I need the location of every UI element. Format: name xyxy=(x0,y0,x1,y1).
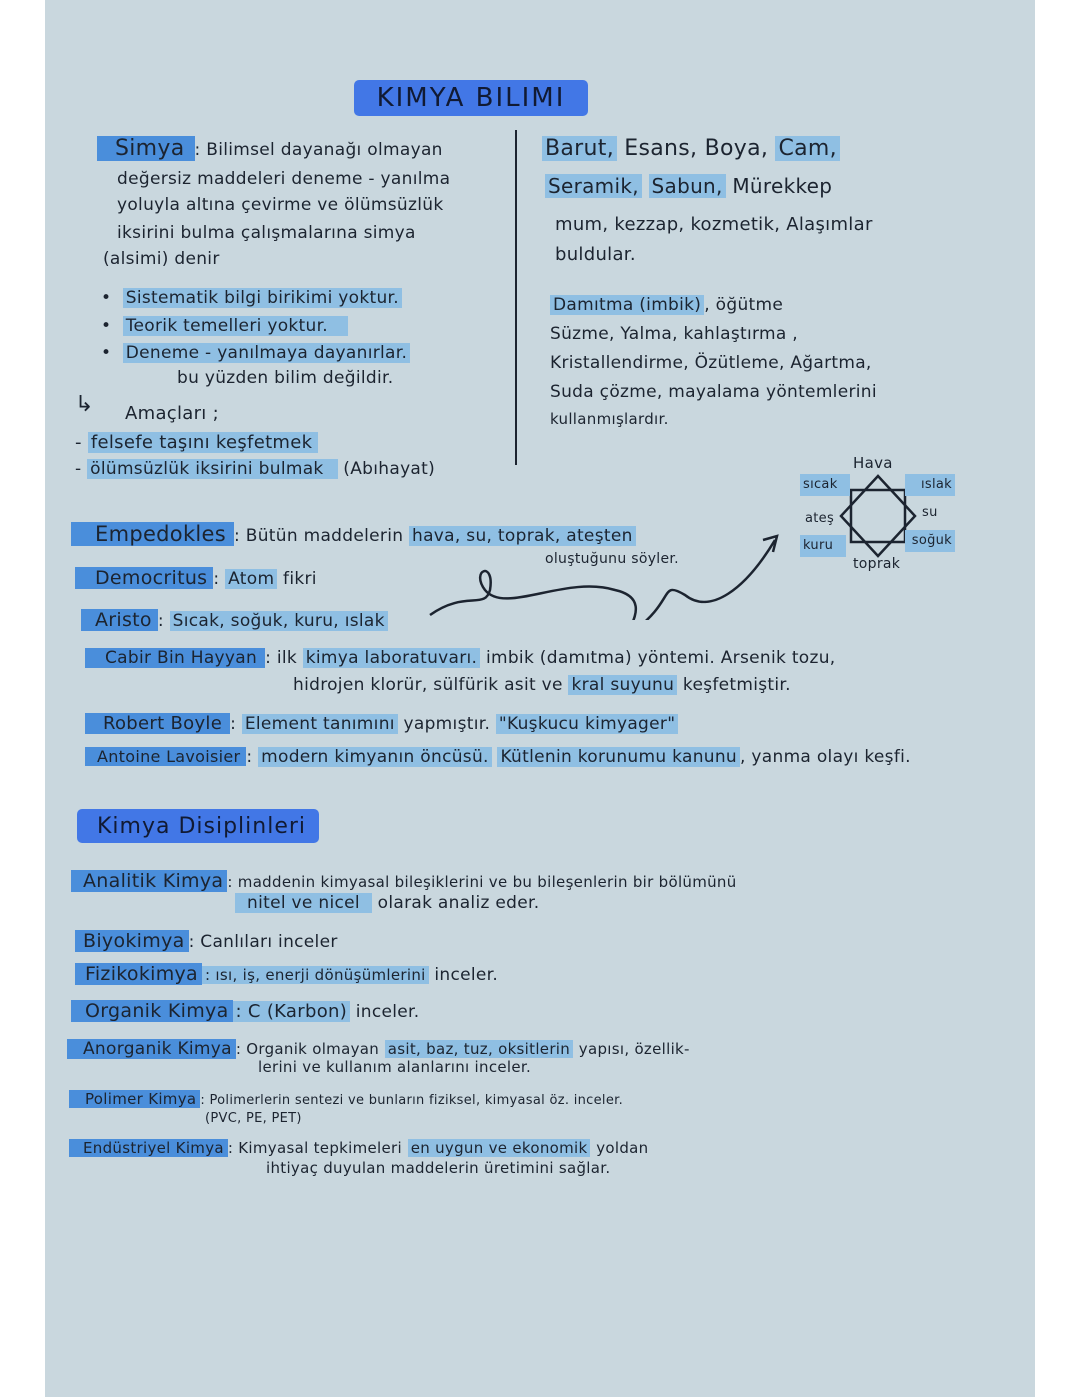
note-page xyxy=(45,0,1035,1397)
simya-line-3: yoluyla altına çevirme ve ölümsüzlük xyxy=(117,195,444,215)
organik-row: Organik Kimya : C (Karbon) inceler. xyxy=(71,1000,419,1023)
anorganik-row-1: Anorganik Kimya : Organik olmayan asit, baz, tuz, oksitlerin yapısı, özellik- xyxy=(67,1038,690,1060)
diagram-sicak: sıcak xyxy=(800,474,850,496)
endustriyel-row-2: ihtiyaç duyulan maddelerin üretimini sağlar. xyxy=(266,1159,611,1177)
democritus-row: Democritus : Atom fikri xyxy=(75,567,317,590)
curved-arrow-icon: ↳ xyxy=(75,392,94,417)
page-title-text: KIMYA BILIMI xyxy=(376,83,566,113)
polimer-row-2: (PVC, PE, PET) xyxy=(205,1111,302,1126)
aristo-row: Aristo : Sıcak, soğuk, kuru, ıslak xyxy=(81,609,388,632)
methods-line-3: Kristallendirme, Özütleme, Ağartma, xyxy=(550,353,872,373)
polimer-row-1: Polimer Kimya : Polimerlerin sentezi ve bunların fiziksel, kimyasal öz. inceler. xyxy=(69,1088,623,1112)
disiplinler-title-text: Kimya Disiplinleri xyxy=(97,813,307,839)
products-line-1: Barut, Esans, Boya, Cam, xyxy=(542,136,840,162)
cabir-row-1: Cabir Bin Hayyan : ilk kimya laboratuvarı. imbik (damıtma) yöntemi. Arsenik tozu, xyxy=(85,647,836,669)
boyle-row: Robert Boyle : Element tanımını yapmıştır. "Kuşkucu kimyager" xyxy=(85,713,678,735)
anorganik-row-2: lerini ve kullanım alanlarını inceler. xyxy=(258,1058,532,1076)
diagram-islak: ıslak xyxy=(905,474,955,496)
endustriyel-row-1: Endüstriyel Kimya : Kimyasal tepkimeleri en uygun ve ekonomik yoldan xyxy=(69,1137,648,1159)
empedokles-row: Empedokles : Bütün maddelerin hava, su, toprak, ateşten xyxy=(71,523,636,547)
fizikokimya-row: Fizikokimya : ısı, iş, enerji dönüşümlerini inceler. xyxy=(75,963,498,986)
methods-line-4: Suda çözme, mayalama yöntemlerini xyxy=(550,382,877,402)
amac-2: - ölümsüzlük iksirini bulmak (Abıhayat) xyxy=(75,459,436,479)
diagram-ates: ateş xyxy=(805,511,835,526)
amac-1: - felsefe taşını keşfetmek xyxy=(75,432,318,454)
diagram-su: su xyxy=(922,505,938,520)
cabir-row-2: hidrojen klorür, sülfürik asit ve kral suyunu keşfetmiştir. xyxy=(293,675,791,695)
diagram-toprak: toprak xyxy=(853,556,901,572)
disiplinler-title xyxy=(77,809,319,843)
biyokimya-row: Biyokimya : Canlıları inceler xyxy=(75,930,338,953)
simya-line-2: değersiz maddeleri deneme - yanılma xyxy=(117,169,451,189)
amaclar-label: Amaçları ; xyxy=(125,403,219,424)
analitik-row-1: Analitik Kimya : maddenin kimyasal bileşiklerini ve bu bileşenlerin bir bölümünü xyxy=(71,870,737,893)
lavoisier-row: Antoine Lavoisier : modern kimyanın öncüsü. Kütlenin korunumu kanunu , yanma olayı keşfi. xyxy=(85,746,911,768)
simya-note: bu yüzden bilim değildir. xyxy=(177,368,394,388)
diagram-hava: Hava xyxy=(853,454,893,472)
simya-bullet-2: • Teorik temelleri yoktur. xyxy=(101,315,348,337)
methods-line-5: kullanmışlardır. xyxy=(550,410,669,428)
empedokles-row-2: oluştuğunu söyler. xyxy=(545,551,679,567)
diagram-kuru: kuru xyxy=(800,535,846,557)
products-line-2: Seramik, Sabun, Mürekkep xyxy=(545,174,832,198)
simya-bullet-3: • Deneme - yanılmaya dayanırlar. xyxy=(101,342,410,364)
methods-line-2: Süzme, Yalma, kahlaştırma , xyxy=(550,324,798,344)
diagram-soguk: soğuk xyxy=(905,530,955,552)
simya-line-4: iksirini bulma çalışmalarına simya xyxy=(117,223,416,243)
methods-line-1: Damıtma (imbik) , öğütme xyxy=(550,294,783,316)
simya-term: Simya xyxy=(97,136,195,161)
analitik-row-2: nitel ve nicel olarak analiz eder. xyxy=(235,892,539,914)
simya-line-5: (alsimi) denir xyxy=(103,249,220,269)
products-line-4: buldular. xyxy=(555,244,636,265)
simya-line-1: Simya : Bilimsel dayanağı olmayan xyxy=(97,138,443,161)
simya-bullet-1: • Sistematik bilgi birikimi yoktur. xyxy=(101,287,402,309)
products-line-3: mum, kezzap, kozmetik, Alaşımlar xyxy=(555,214,873,235)
